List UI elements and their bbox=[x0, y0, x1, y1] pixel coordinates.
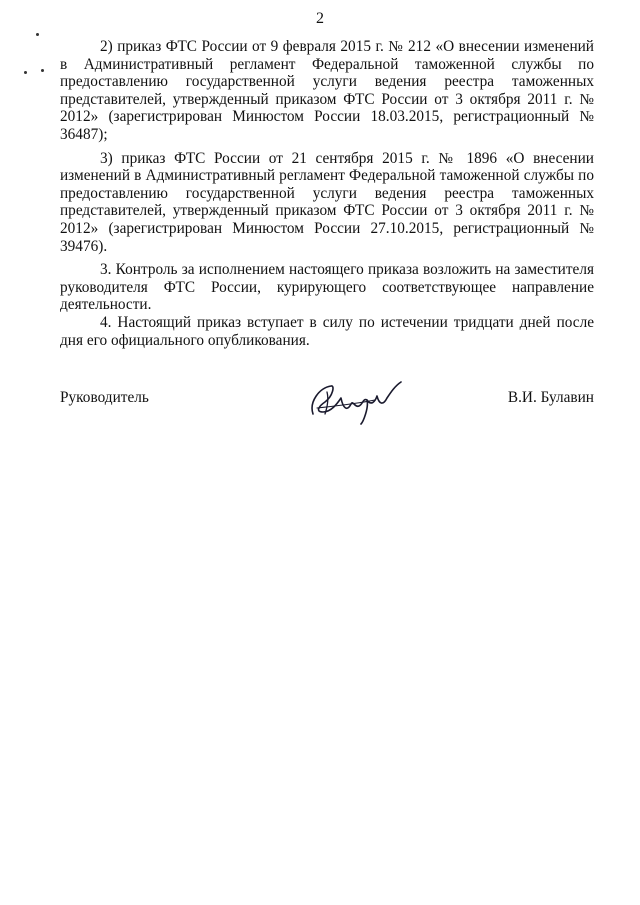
paragraph-order-212: 2) приказ ФТС России от 9 февраля 2015 г. № 212 «О внесении изменений в Административный регламент Федеральной таможенной службы по предоставлению государственной услуги ведения реестра таможенных представителей, утвержденный приказом ФТС России от 3 октября 2011 г. № 2012» (зарегистрирован Минюстом России 18.03.2015, регистрационный № 36487); bbox=[60, 38, 594, 143]
signatory-name: В.И. Булавин bbox=[507, 389, 594, 406]
page-number: 2 bbox=[316, 10, 324, 27]
paragraph-order-1896: 3) приказ ФТС России от 21 сентября 2015 г. № 1896 «О внесении изменений в Административный регламент Федеральной таможенной службы по предоставлению государственной услуги ведения реестра таможенных представителей, утвержденный приказом ФТС России от 3 октября 2011 г. № 2012» (зарегистрирован Минюстом России 27.10.2015, регистрационный № 39476). bbox=[60, 149, 594, 255]
scan-speck bbox=[36, 33, 39, 36]
signatory-title: Руководитель bbox=[60, 389, 149, 406]
document-body bbox=[60, 38, 594, 355]
signature-block bbox=[60, 380, 594, 430]
paragraph-effective-date: 4. Настоящий приказ вступает в силу по истечении тридцати дней после дня его официального опубликования. bbox=[60, 313, 594, 349]
paragraph-control: 3. Контроль за исполнением настоящего приказа возложить на заместителя руководителя ФТС России, курирующего соответствующее направление деятельности. bbox=[60, 261, 594, 314]
scan-speck bbox=[41, 69, 44, 72]
handwritten-signature bbox=[305, 378, 410, 426]
scan-speck bbox=[24, 71, 27, 74]
